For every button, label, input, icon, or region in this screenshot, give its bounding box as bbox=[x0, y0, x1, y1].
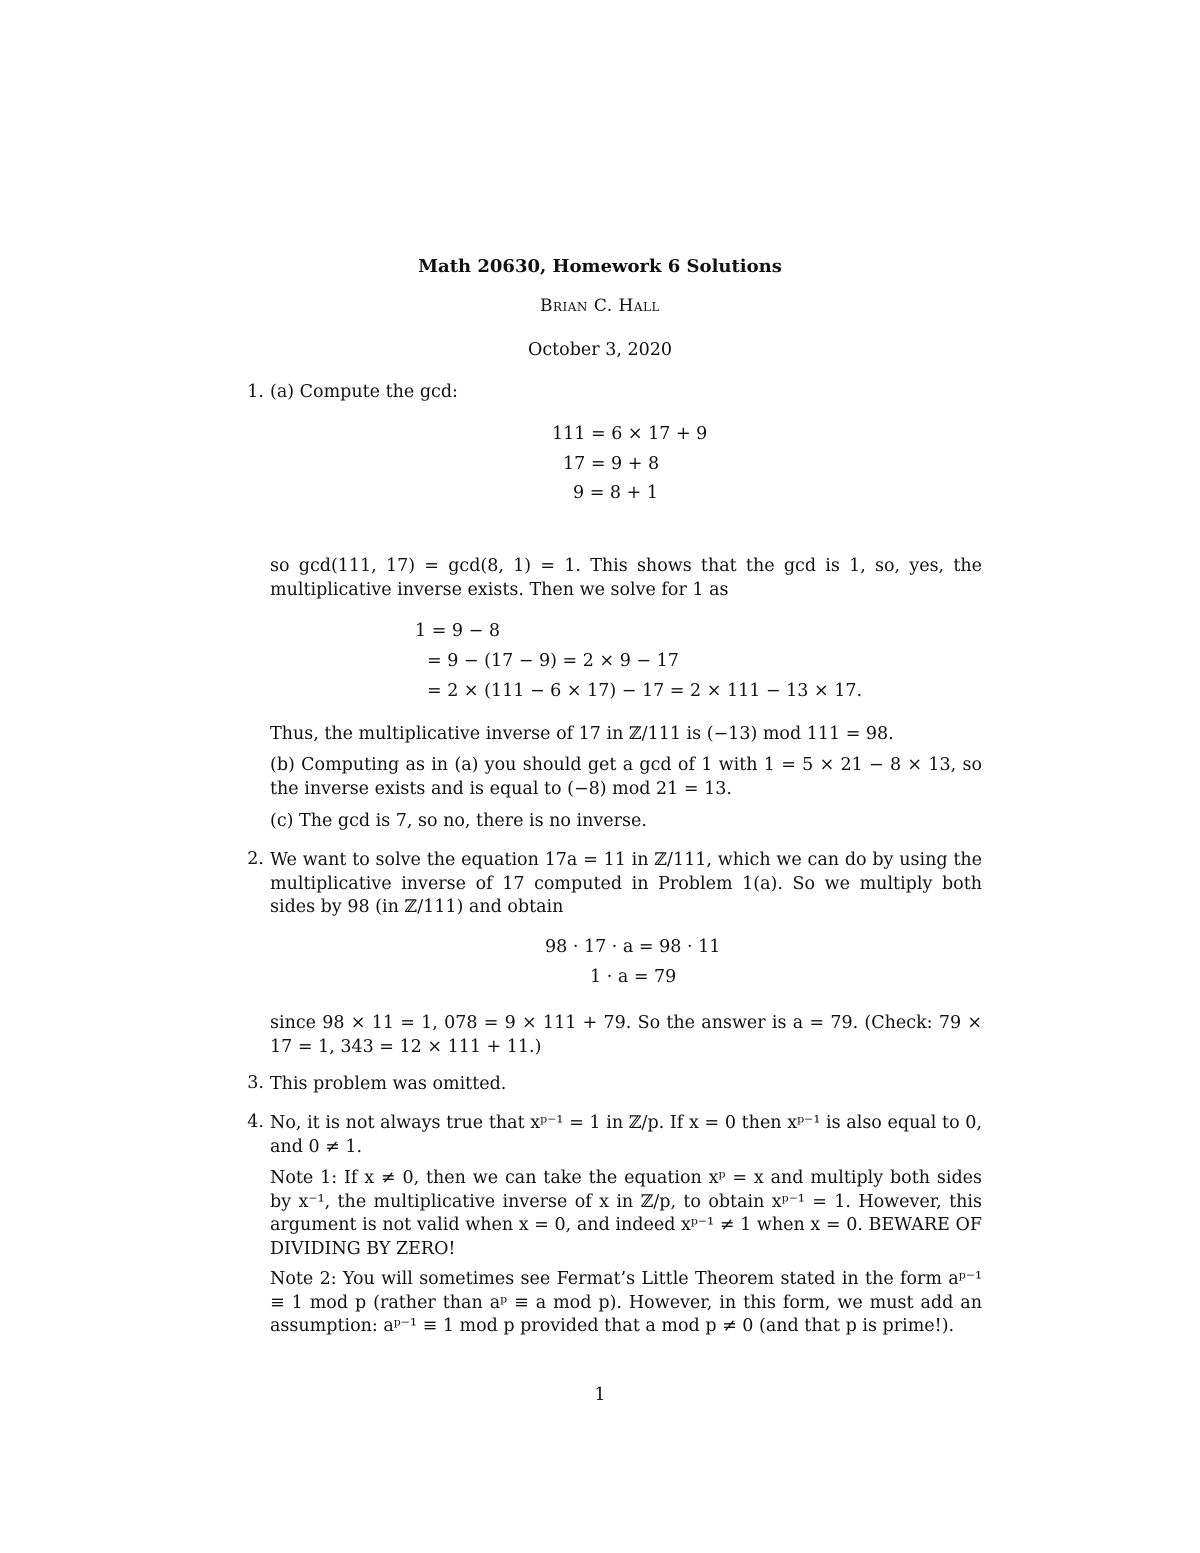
problem-2-text: We want to solve the equation 17a = 11 in ℤ/111, which we can do by using the multiplicative inverse of 17 computed in Problem 1(a). So we multiply both sides by 98 (in ℤ/111) and obtain bbox=[270, 850, 982, 917]
problem-3-number: 3. bbox=[247, 1073, 264, 1093]
problem-1-number: 1. bbox=[247, 382, 264, 402]
problem-1c-text: (c) The gcd is 7, so no, there is no inverse. bbox=[270, 811, 647, 831]
page-number: 1 bbox=[594, 1385, 606, 1405]
document-title: Math 20630, Homework 6 Solutions bbox=[418, 256, 782, 277]
author-name: Brian C. Hall bbox=[540, 296, 660, 316]
problem-1a-text: so gcd(111, 17) = gcd(8, 1) = 1. This shows that the gcd is 1, so, yes, the multiplicative inverse exists. Then we solve for 1 as bbox=[270, 556, 982, 600]
gcd-equation-2: 17 = 9 + 8 bbox=[563, 454, 660, 474]
gcd-equation-3: 9 = 8 + 1 bbox=[573, 483, 658, 503]
problem-4-text: No, it is not always true that xᵖ⁻¹ = 1 in ℤ/p. If x = 0 then xᵖ⁻¹ is also equal to 0, and 0 ≠ 1. bbox=[270, 1113, 982, 1157]
solve-equation-3: = 2 × (111 − 6 × 17) − 17 = 2 × 111 − 13 × 17. bbox=[427, 681, 863, 701]
solve-equation-2: = 9 − (17 − 9) = 2 × 9 − 17 bbox=[427, 651, 679, 671]
solve-equation-1: 1 = 9 − 8 bbox=[415, 621, 500, 641]
problem-2-number: 2. bbox=[247, 849, 264, 869]
problem-1a-conclusion: Thus, the multiplicative inverse of 17 in ℤ/111 is (−13) mod 111 = 98. bbox=[270, 724, 894, 744]
problem-1a-intro: (a) Compute the gcd: bbox=[270, 382, 458, 402]
problem-1b-text: (b) Computing as in (a) you should get a gcd of 1 with 1 = 5 × 21 − 8 × 13, so the inverse exists and is equal to (−8) mod 21 = 13. bbox=[270, 755, 982, 799]
document-date: October 3, 2020 bbox=[528, 340, 672, 360]
problem-2-equation-1: 98 · 17 · a = 98 · 11 bbox=[545, 937, 721, 957]
gcd-equation-1: 111 = 6 × 17 + 9 bbox=[552, 424, 708, 444]
problem-2-conclusion: since 98 × 11 = 1, 078 = 9 × 111 + 79. So the answer is a = 79. (Check: 79 × 17 = 1, 343 = 12 × 111 + 11.) bbox=[270, 1013, 982, 1057]
problem-4-note-2: Note 2: You will sometimes see Fermat’s Little Theorem stated in the form aᵖ⁻¹ ≡ 1 mod p (rather than aᵖ ≡ a mod p). However, in this form, we must add an assumption: aᵖ⁻¹ ≡ 1 mod p provided that a mod p ≠ 0 (and that p is prime!). bbox=[270, 1269, 982, 1336]
problem-3-text: This problem was omitted. bbox=[270, 1074, 507, 1094]
problem-4-note-1: Note 1: If x ≠ 0, then we can take the equation xᵖ = x and multiply both sides by x⁻¹, the multiplicative inverse of x in ℤ/p, to obtain xᵖ⁻¹ = 1. However, this argument is not valid when x = 0, and indeed xᵖ⁻¹ ≠ 1 when x = 0. BEWARE OF DIVIDING BY ZERO! bbox=[270, 1168, 982, 1259]
problem-2-equation-2: 1 · a = 79 bbox=[590, 967, 677, 987]
problem-4-number: 4. bbox=[247, 1112, 264, 1132]
